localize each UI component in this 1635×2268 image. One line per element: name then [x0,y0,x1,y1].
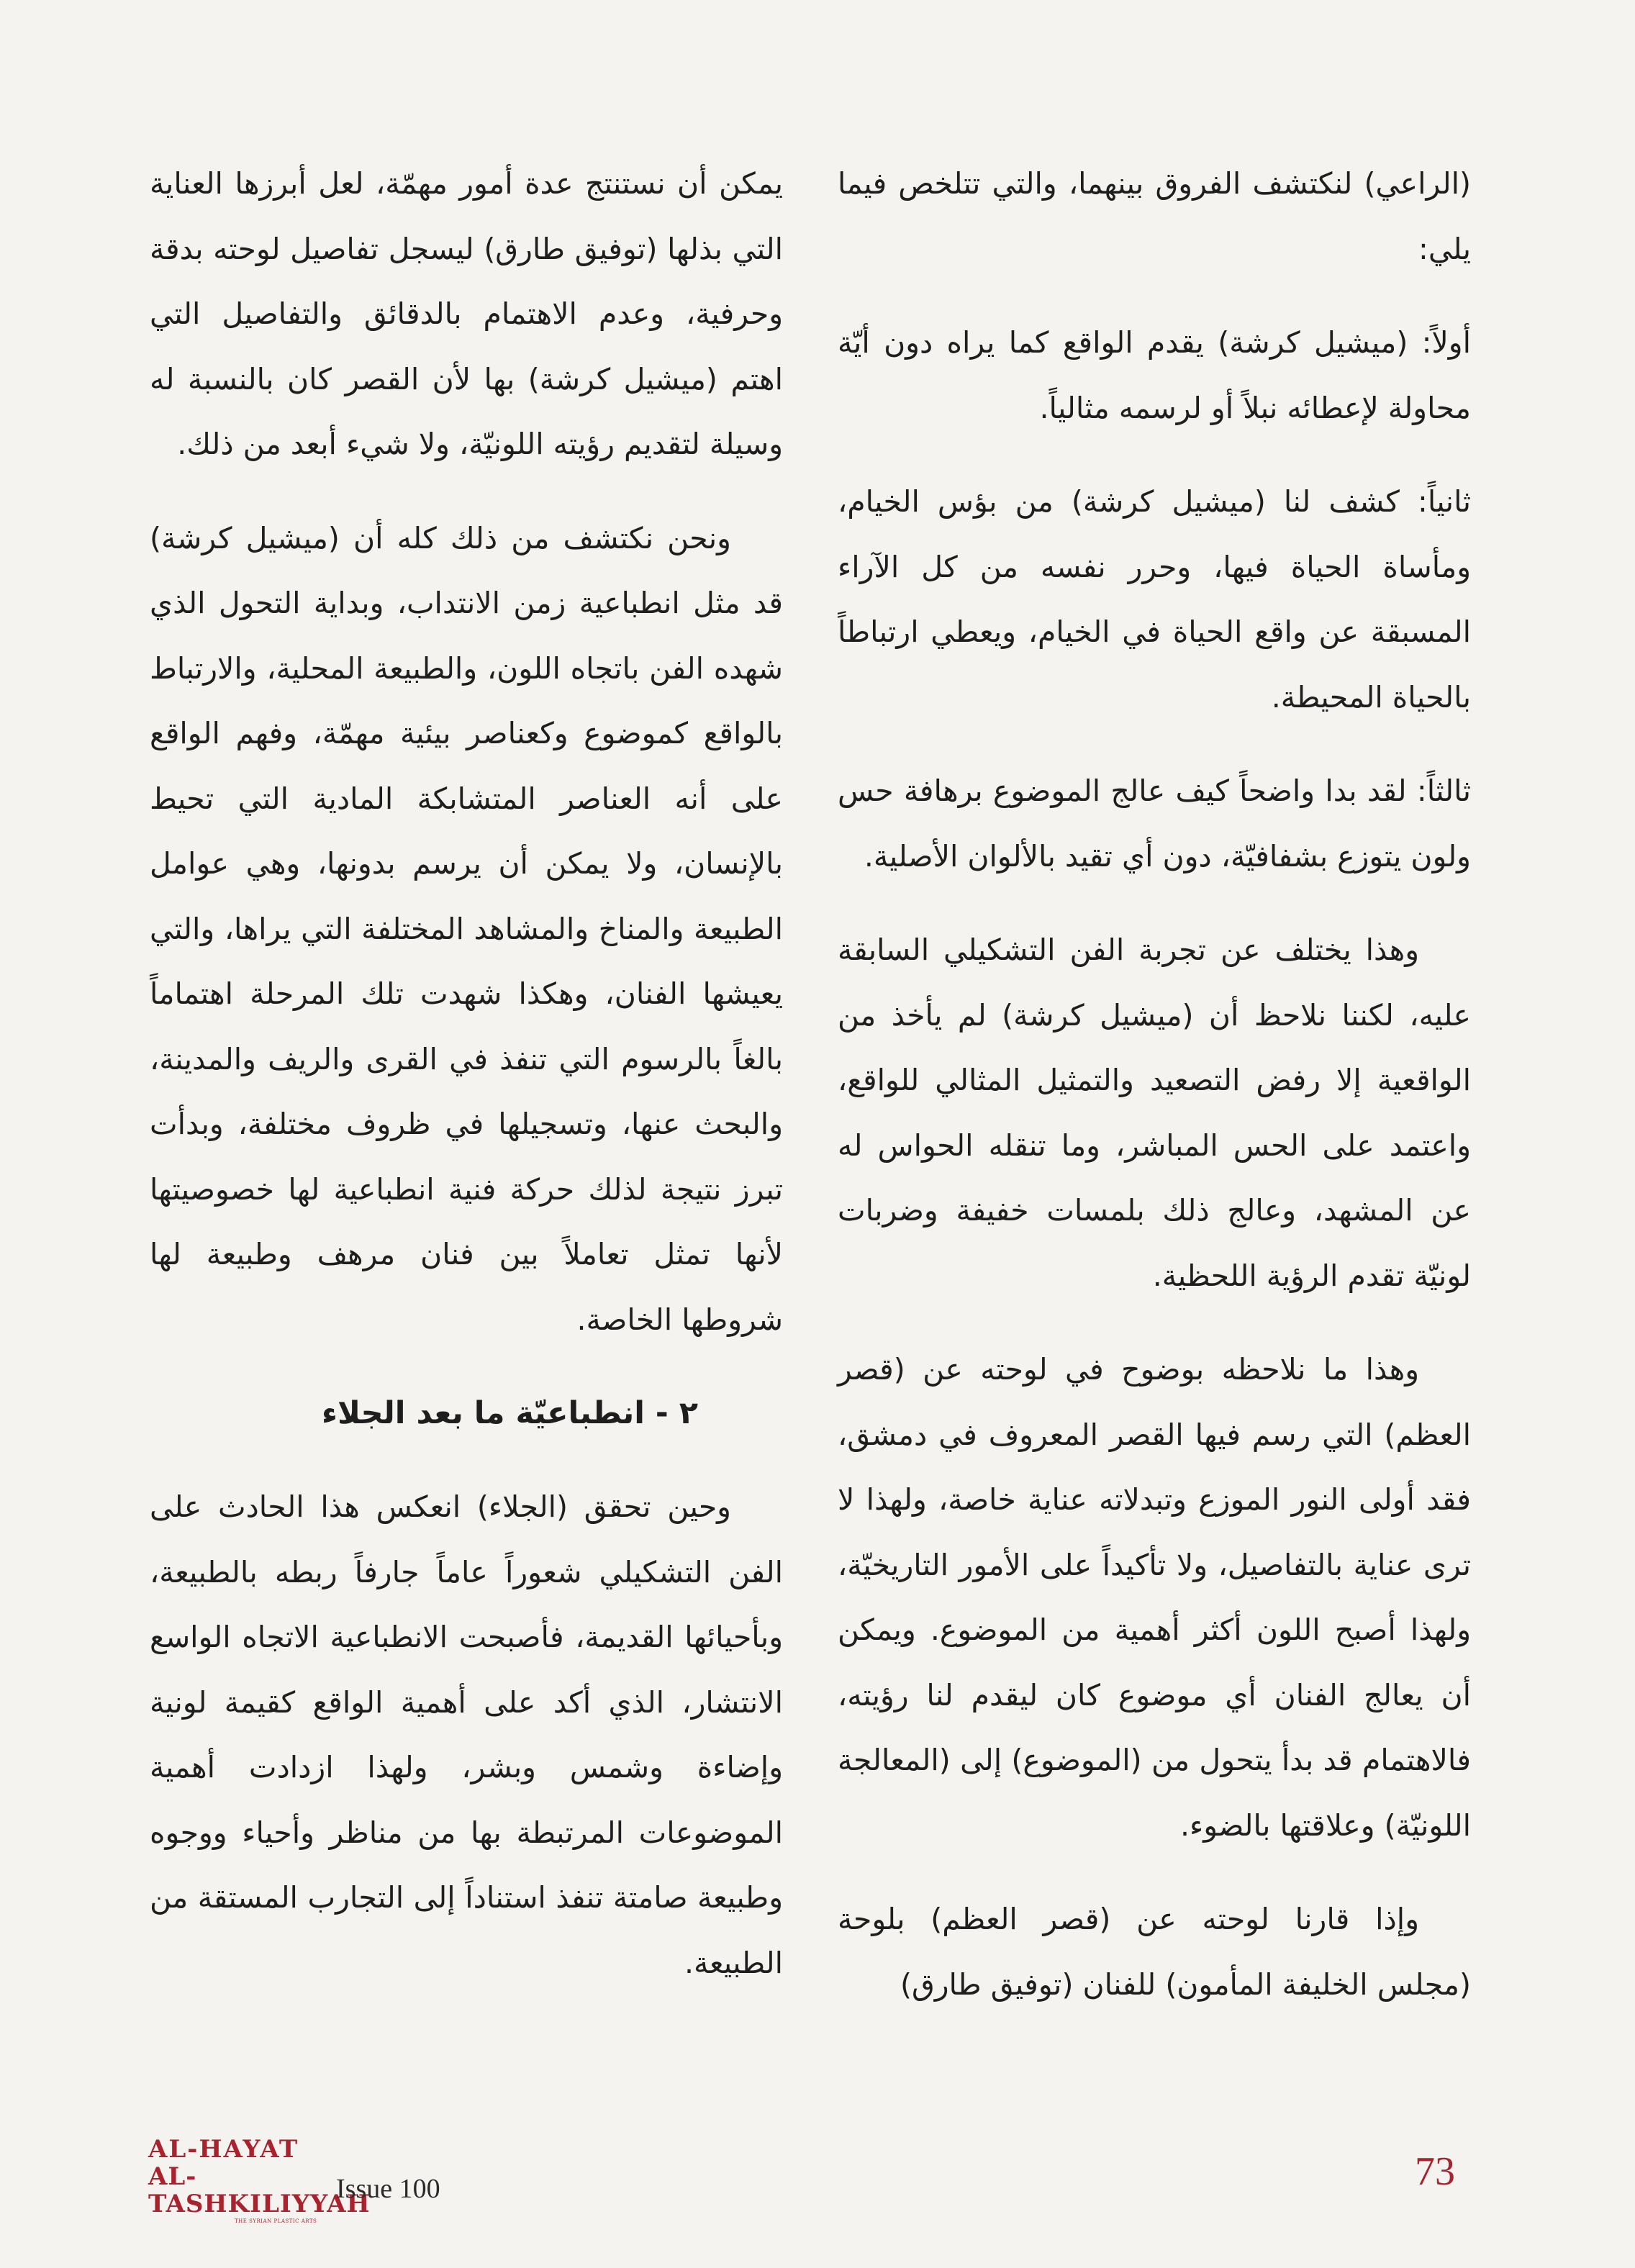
section-heading: ٢ - انطباعيّة ما بعد الجلاء [322,1395,698,1431]
paragraph: يمكن أن نستنتج عدة أمور مهمّة، لعل أبرزها العناية التي بذلها (توفيق طارق) ليسجل تفاصيل لوحته بدقة وحرفية، وعدم الاهتمام بالدقائق والتفاصيل التي اهتم (ميشيل كرشة) بها لأن القصر كان بالنسبة له وسيلة لتقديم رؤيته اللونيّة، ولا شيء أبعد من ذلك. [150,166,783,461]
page-footer [108,2135,1527,2224]
paragraph: وحين تحقق (الجلاء) انعكس هذا الحادث على الفن التشكيلي شعوراً عاماً جارفاً ربطه بالطبيعة، وبأحيائها القديمة، فأصبحت الانطباعية الاتجاه الواسع الانتشار، الذي أكد على أهمية الواقع كقيمة لونية وإضاءة وشمس وبشر، ولهذا ازدادت أهمية الموضوعات المرتبطة بها من مناظر وأحياء ووجوه وطبيعة صامتة تنفذ استناداً إلى التجارب المستقة من الطبيعة. [150,1489,783,1980]
logo-subtitle: THE SYRIAN PLASTIC ARTS [235,2218,317,2224]
logo-line-1: AL-HAYAT [148,2135,299,2164]
issue-label: Issue 100 [336,2174,440,2204]
left-column [150,151,783,1995]
paragraph: وهذا ما نلاحظه بوضوح في لوحته عن (قصر العظم) التي رسم فيها القصر المعروف في دمشق، فقد أولى النور الموزع وتبدلاته عناية خاصة، ولهذا لا ترى عناية بالتفاصيل، ولا تأكيداً على الأمور التاريخيّة، ولهذا أصبح اللون أكثر أهمية من الموضوع. ويمكن أن يعالج الفنان أي موضوع كان ليقدم لنا رؤيته، فالاهتمام قد بدأ يتحول من (الموضوع) إلى (المعالجة اللونيّة) وعلاقتها بالضوء. [838,1352,1471,1843]
right-column [838,151,1471,2017]
logo-line-2: AL-TASHKILIYYAH [148,2162,371,2218]
list-item-second: ثانياً: كشف لنا (ميشيل كرشة) من بؤس الخيام، ومأساة الحياة فيها، وحرر نفسه من كل الآراء المسبقة عن واقع الحياة في الخيام، ويعطي ارتباطاً بالحياة المحيطة. [838,484,1471,715]
page-number: 73 [1415,2149,1455,2194]
paragraph: (الراعي) لنكتشف الفروق بينهما، والتي تتلخص فيما يلي: [838,166,1471,266]
paragraph: ونحن نكتشف من ذلك كله أن (ميشيل كرشة) قد مثل انطباعية زمن الانتداب، وبداية التحول الذي شهده الفن باتجاه اللون، والطبيعة المحلية، والارتباط بالواقع كموضوع وكعناصر بيئية مهمّة، وفهم الواقع على أنه العناصر المتشابكة المادية التي تحيط بالإنسان، ولا يمكن أن يرسم بدونها، وهي عوامل الطبيعة والمناخ والمشاهد المختلفة التي يراها، والتي يعيشها الفنان، وهكذا شهدت تلك المرحلة اهتماماً بالغاً بالرسوم التي تنفذ في القرى والريف والمدينة، والبحث عنها، وتسجيلها في ظروف مختلفة، وبدأت تبرز نتيجة لذلك حركة فنية انطباعية لها خصوصيتها لأنها تمثل تعاملاً بين فنان مرهف وطبيعة لها شروطها الخاصة. [150,520,783,1337]
paragraph: وهذا يختلف عن تجربة الفن التشكيلي السابقة عليه، لكننا نلاحظ أن (ميشيل كرشة) لم يأخذ من الواقعية إلا رفض التصعيد والتمثيل المثالي للواقع، واعتمد على الحس المباشر، وما تنقله الحواس له عن المشهد، وعالج ذلك بلمسات خفيفة وضربات لونيّة تقدم الرؤية اللحظية. [838,933,1471,1293]
paragraph: وإذا قارنا لوحته عن (قصر العظم) بلوحة (مجلس الخليفة المأمون) للفنان (توفيق طارق) [838,1902,1471,2002]
list-item-third: ثالثاً: لقد بدا واضحاً كيف عالج الموضوع برهافة حس ولون يتوزع بشفافيّة، دون أي تقيد بالألوان الأصلية. [838,774,1471,874]
list-item-first: أولاً: (ميشيل كرشة) يقدم الواقع كما يراه دون أيّة محاولة لإعطائه نبلاً أو لرسمه مثالياً. [838,325,1471,425]
